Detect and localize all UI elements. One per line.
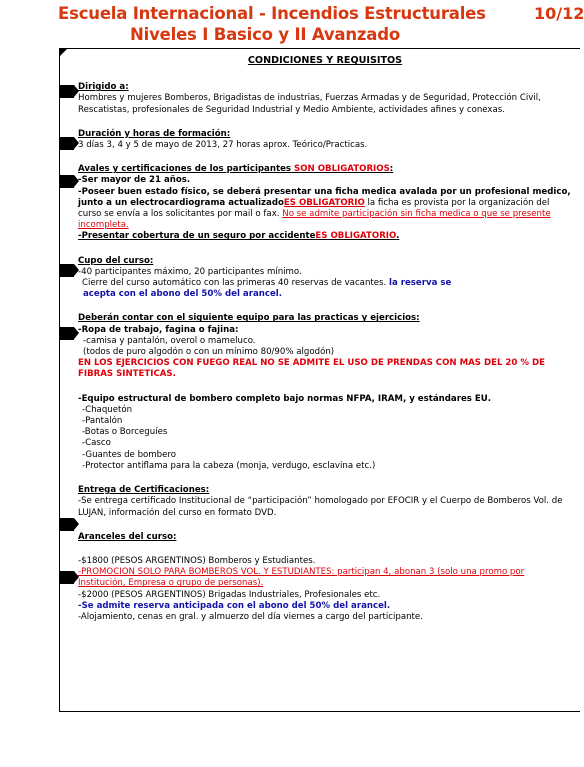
- arancel-alojamiento: -Alojamiento, cenas en gral. y almuerzo del día viernes a cargo del participante.: [78, 611, 423, 622]
- text-duracion: 3 días 3, 4 y 5 de mayo de 2013, 27 horas aprox. Teórico/Practicas.: [78, 140, 368, 151]
- ropa-title: -Ropa de trabajo, fagina o fajina:: [78, 324, 239, 335]
- ficha-note: No se admite participación sin ficha medica o que se presente incompleta.: [78, 209, 551, 231]
- header-title-line2: Niveles I Basico y II Avanzado: [130, 25, 400, 44]
- heading-duracion: Duración y horas de formación:: [78, 128, 231, 139]
- section-marker-arrow: [59, 137, 74, 150]
- frame-corner-mark: [59, 48, 68, 57]
- list-item: -Casco: [82, 438, 111, 449]
- equipo-estructural: -Equipo estructural de bombero completo bajo normas NFPA, IRAM, y estándares EU.: [78, 393, 492, 404]
- header-title-line1: Escuela Internacional - Incendios Estructurales: [58, 4, 486, 23]
- arancel-promo: -PROMOCION SOLO PARA BOMBEROS VOL. Y ESTUDIANTES: participan 4, abonan 3 (solo una promo por Institución, Empresa o grupo de personas).: [78, 567, 525, 589]
- heading-cupo: Cupo del curso:: [78, 255, 154, 266]
- page-number: 10/12: [534, 4, 584, 23]
- arancel-reserva: -Se admite reserva anticipada con el abono del 50% del arancel.: [78, 600, 391, 611]
- cupo-line2: Cierre del curso automático con las primeras 40 reservas de vacantes. la reserva se: [82, 278, 452, 289]
- text-dirigido: Hombres y mujeres Bomberos, Brigadistas de industrias, Fuerzas Armadas y de Seguridad, Protección Civil, Rescatistas, profesionales de Seguridad Industrial y Medio Ambiente, actividades afines y conexas.: [78, 93, 541, 115]
- doc-title: CONDICIONES Y REQUISITOS: [247, 55, 403, 66]
- list-item: -Pantalón: [82, 416, 123, 427]
- req-fisico: -Poseer buen estado físico, se deberá presentar una ficha medica avalada por un profesional medico, junto a un electrocardiograma actualizadoES OBLIGATORIO la ficha es provista por la organización del curso se envía a los solicitantes por mail o fax. No se admite participación sin ficha medica o que se presente incompleta.: [78, 186, 571, 231]
- req-edad: -Ser mayor de 21 años.: [78, 175, 191, 186]
- heading-aranceles: Aranceles del curso:: [78, 531, 177, 542]
- document-body: [78, 55, 572, 623]
- arancel-bomberos: -$1800 (PESOS ARGENTINOS) Bomberos y Estudiantes.: [78, 555, 316, 566]
- list-item: -Chaquetón: [82, 404, 133, 415]
- heading-avales: Avales y certificaciones de los participantes SON OBLIGATORIOS:: [78, 164, 394, 175]
- text-entrega: -Se entrega certificado Institucional de “participación” homologado por EFOCIR y el Cuerpo de Bomberos Vol. de LUJAN, información del curso en formato DVD.: [78, 496, 563, 518]
- list-item: -Protector antiflama para la cabeza (monja, verdugo, esclavina etc.): [82, 460, 376, 471]
- section-marker-arrow: [59, 571, 74, 584]
- section-marker-arrow: [59, 85, 74, 98]
- obligatorio-label: SON OBLIGATORIOS: [294, 164, 390, 175]
- heading-equipo: Deberán contar con el siguiente equipo para las practicas y ejercicios:: [78, 313, 420, 324]
- section-marker-arrow: [59, 327, 74, 340]
- cupo-line1: -40 participantes máximo, 20 participantes mínimo.: [78, 266, 302, 277]
- fibras-warning: EN LOS EJERCICIOS CON FUEGO REAL NO SE ADMITE EL USO DE PRENDAS CON MAS DEL 20 % DE FIBRAS SINTETICAS.: [78, 358, 545, 380]
- heading-entrega: Entrega de Certificaciones:: [78, 485, 210, 496]
- arancel-brigadas: -$2000 (PESOS ARGENTINOS) Brigadas Industriales, Profesionales etc.: [78, 589, 381, 600]
- section-marker-arrow: [59, 264, 74, 277]
- list-item: -Guantes de bombero: [82, 449, 177, 460]
- list-item: -Botas o Borceguíes: [82, 427, 168, 438]
- req-seguro: -Presentar cobertura de un seguro por accidenteES OBLIGATORIO.: [78, 231, 400, 242]
- heading-dirigido: Dirigido a:: [78, 82, 129, 93]
- section-marker-arrow: [59, 518, 74, 531]
- ropa-item2: (todos de puro algodón o con un mínimo 80/90% algodón): [83, 347, 335, 358]
- cupo-line3: acepta con el abono del 50% del arancel.: [83, 289, 282, 300]
- section-marker-arrow: [59, 175, 74, 188]
- ropa-item1: -camisa y pantalón, overol o mameluco.: [83, 335, 256, 346]
